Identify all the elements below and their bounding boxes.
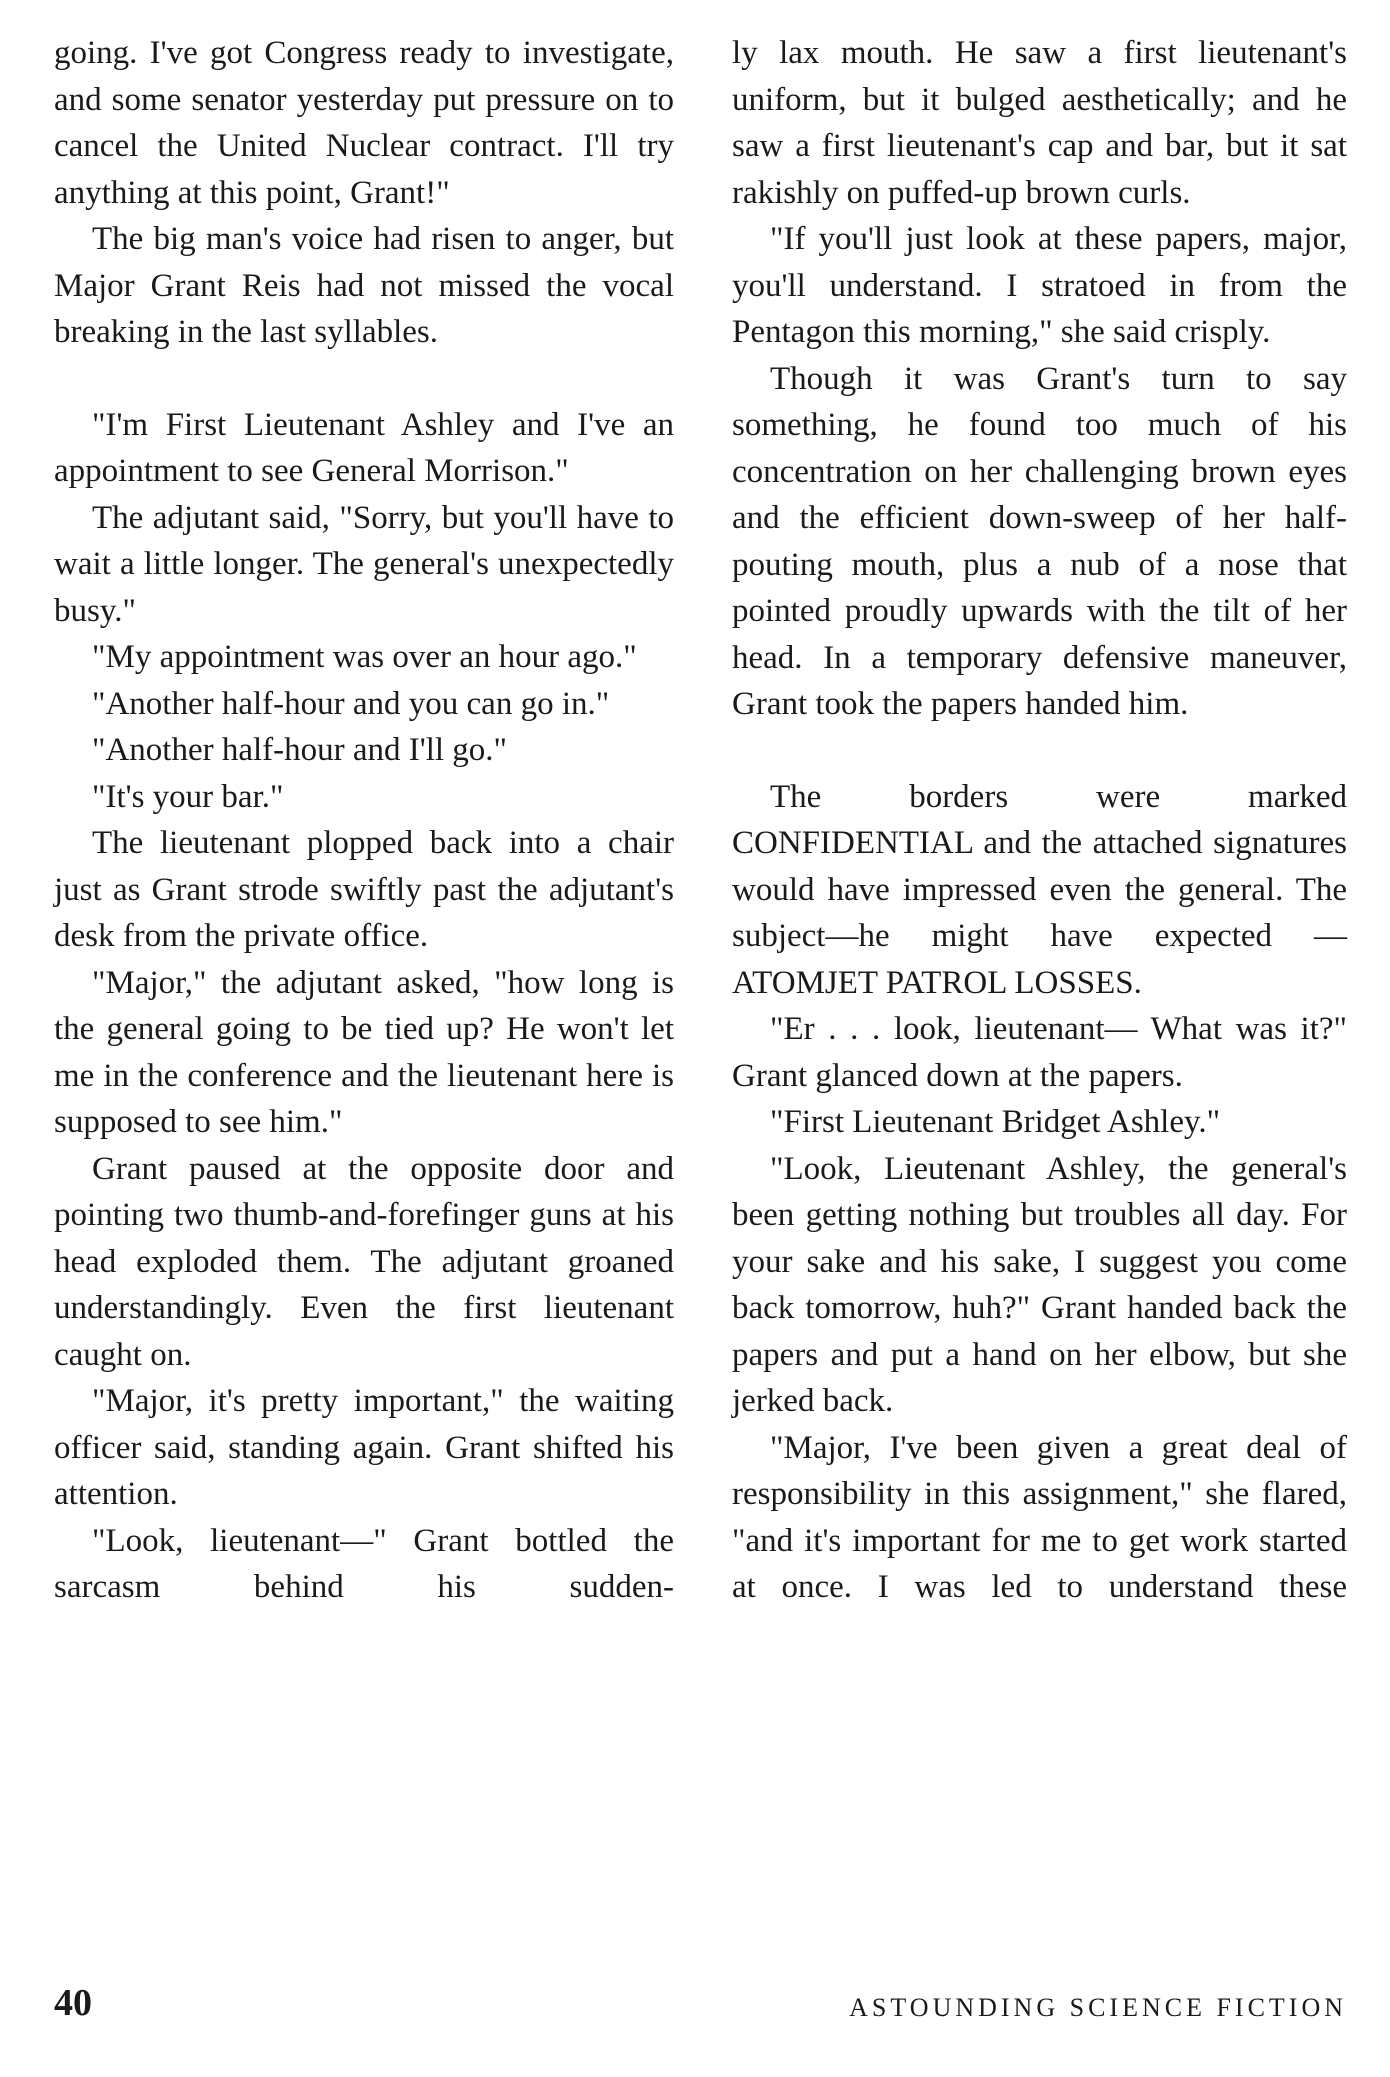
paragraph: The lieutenant plopped back into a chair just as Grant strode swiftly past the adjutant's desk from the private office. — [54, 825, 674, 954]
paragraph: "Look, lieutenant—" Grant bottled the sarcasm behind his sudden- — [54, 1522, 674, 1605]
magazine-title-footer: ASTOUNDING SCIENCE FICTION — [849, 1993, 1347, 2022]
paragraph: "Major," the adjutant asked, "how long is the general going to be tied up? He won't let me in the conference and the lieutenant here is supposed to see him." — [54, 964, 674, 1140]
paragraph: going. I've got Congress ready to investigate, and some senator yesterday put pressure on to cancel the United Nuclear contract. I'll try anything at this point, Grant!" — [54, 35, 674, 211]
left-text-column — [54, 30, 674, 1611]
paragraph: The big man's voice had risen to anger, but Major Grant Reis had not missed the vocal breaking in the last syllables. — [54, 221, 674, 350]
page-number: 40 — [54, 1982, 92, 2024]
paragraph: "Another half-hour and I'll go." — [92, 732, 508, 768]
paragraph: "Major, I've been given a great deal of responsibility in this assignment," she flared, "and it's important for me to get work started at once. I was led to understand these — [732, 1429, 1347, 1605]
paragraph: Grant paused at the opposite door and pointing two thumb-and-forefinger guns at his head exploded them. The adjutant groaned understandingly. Even the first lieutenant caught on. — [54, 1150, 674, 1373]
paragraph: "It's your bar." — [92, 778, 284, 815]
paragraph: "Er . . . look, lieutenant— What was it?" Grant glanced down at the papers. — [732, 1011, 1347, 1094]
paragraph: "My appointment was over an hour ago." — [92, 639, 637, 675]
paragraph: The adjutant said, "Sorry, but you'll have to wait a little longer. The general's unexpectedly busy." — [54, 499, 674, 629]
paragraph: "Major, it's pretty important," the waiting officer said, standing again. Grant shifted his attention. — [54, 1383, 674, 1512]
paragraph: "If you'll just look at these papers, major, you'll understand. I stratoed in from the Pentagon this morning," she said crisply. — [732, 221, 1347, 350]
paragraph: Though it was Grant's turn to say something, he found too much of his concentration on her challenging brown eyes and the efficient down-sweep of her half-pouting mouth, plus a nub of a nose that pointed proudly upwards with the tilt of her head. In a temporary defensive maneuver, Grant took the papers handed him. — [732, 360, 1347, 722]
paragraph: "Another half-hour and you can go in." — [92, 685, 610, 722]
paragraph: The borders were marked CONFIDENTIAL and the attached signatures would have impressed even the general. The subject—he might have expected — ATOMJET PATROL LOSSES. — [732, 778, 1347, 1001]
right-text-column — [732, 30, 1347, 1611]
paragraph: ly lax mouth. He saw a first lieutenant's uniform, but it bulged aesthetically; and he saw a first lieutenant's cap and bar, but it sat rakishly on puffed-up brown curls. — [732, 35, 1347, 211]
paragraph: "I'm First Lieutenant Ashley and I've an appointment to see General Morrison." — [54, 406, 674, 489]
paragraph: "Look, Lieutenant Ashley, the general's been getting nothing but troubles all day. For your sake and his sake, I suggest you come back tomorrow, huh?" Grant handed back the papers and put a hand on her elbow, but she jerked back. — [732, 1150, 1347, 1419]
paragraph: "First Lieutenant Bridget Ashley." — [770, 1104, 1221, 1140]
